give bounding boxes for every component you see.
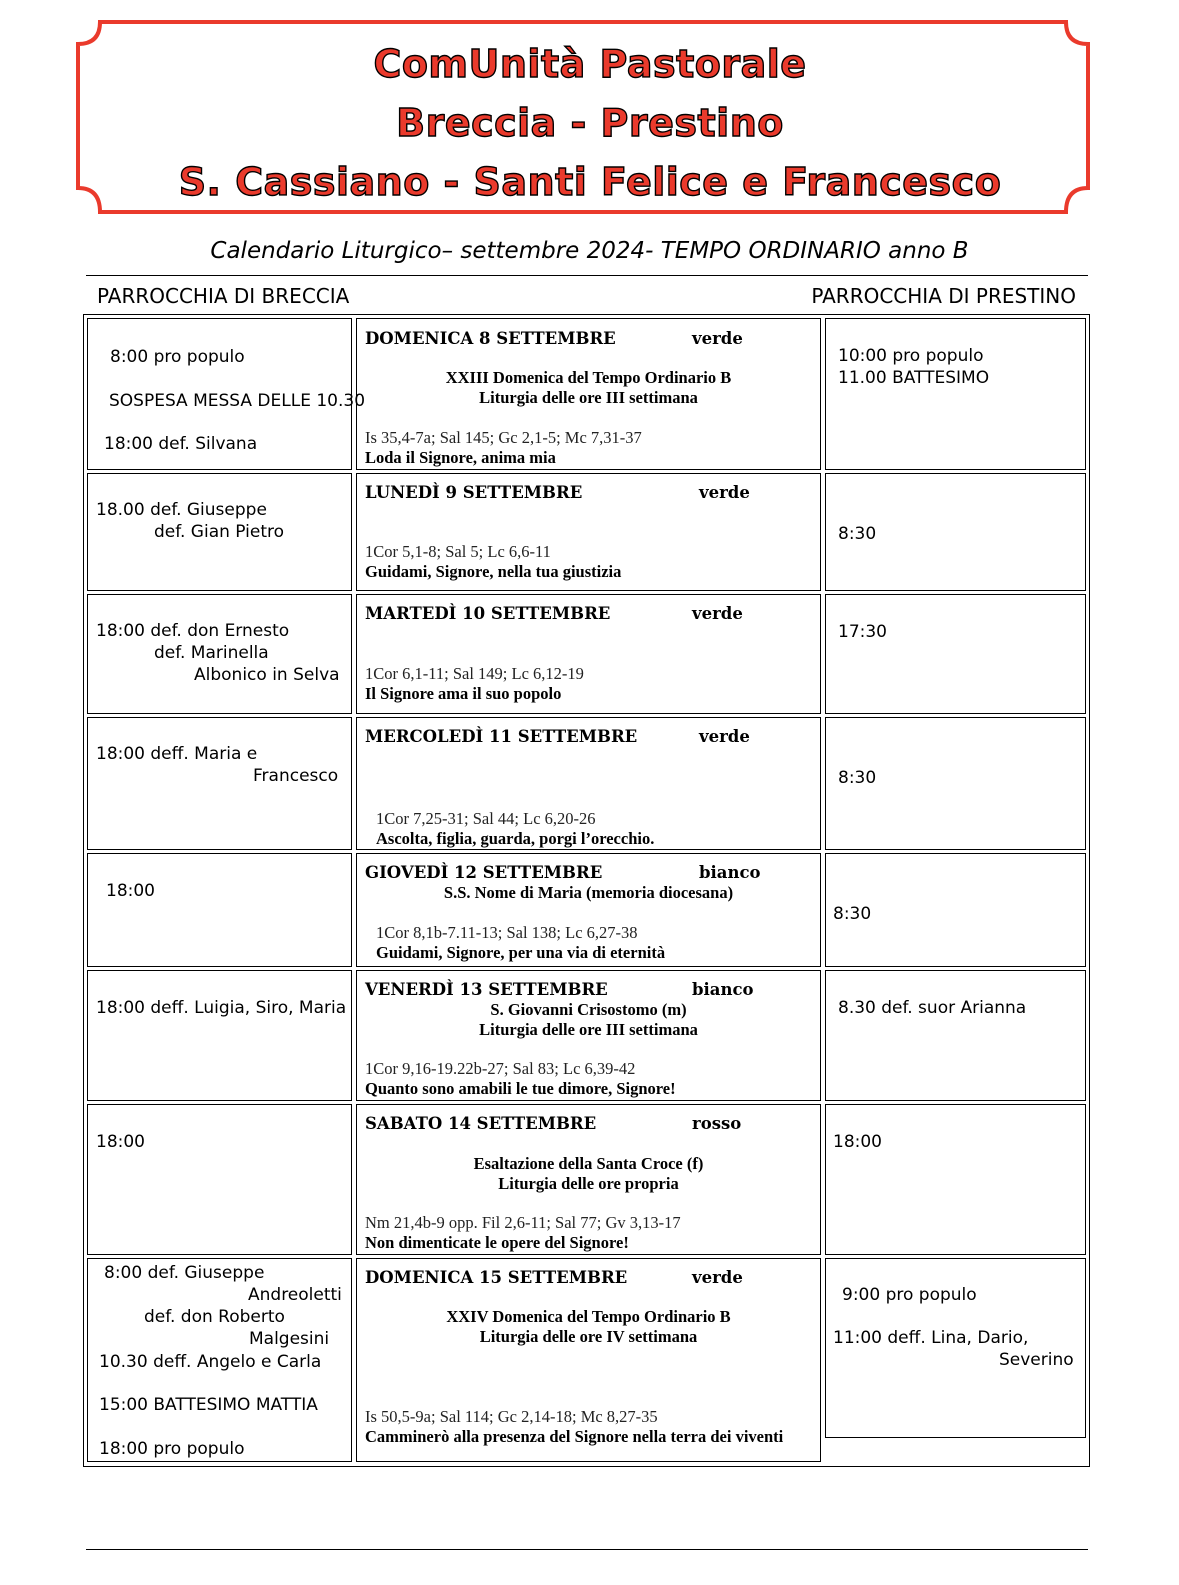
day-label: MARTEDÌ 10 SETTEMBRE [365,604,611,623]
liturgy-cell [356,717,821,850]
header-title-line3: S. Cassiano - Santi Felice e Francesco [178,160,1002,204]
breccia-cell [87,473,352,591]
celebration-name: S.S. Nome di Maria (memoria diocesana) [443,883,734,902]
liturgy-cell [356,970,821,1101]
psalm-response: Il Signore ama il suo popolo [365,684,562,703]
psalm-response: Quanto sono amabili le tue dimore, Signore! [365,1079,676,1098]
prestino-cell [825,717,1086,850]
prestino-entry: 18:00 [833,1132,882,1152]
readings: Is 50,5-9a; Sal 114; Gc 2,14-18; Mc 8,27-35 [365,1407,658,1426]
prestino-cell [825,594,1086,714]
table-row [84,850,1089,967]
table-row [84,1255,1089,1465]
parish-breccia-heading: PARROCCHIA DI BRECCIA [97,284,350,308]
breccia-cell [87,970,352,1101]
calendar-subtitle: Calendario Liturgico– settembre 2024- TEMPO ORDINARIO anno B [210,238,969,264]
prestino-entry: 8.30 def. suor Arianna [838,998,1027,1018]
prestino-cell [825,473,1086,591]
liturgy-cell [356,1104,821,1255]
readings: Is 35,4-7a; Sal 145; Gc 2,1-5; Mc 7,31-37 [365,428,642,447]
breccia-cell [87,594,352,714]
celebration-name: XXIV Domenica del Tempo Ordinario B [446,1307,731,1326]
liturgical-color: verde [692,604,743,623]
breccia-entry: 18.00 def. Giuseppe [96,500,267,520]
day-label: SABATO 14 SETTEMBRE [365,1114,597,1133]
readings: 1Cor 8,1b-7.11-13; Sal 138; Lc 6,27-38 [376,923,638,942]
liturgy-cell [356,853,821,967]
prestino-entry: 11:00 deff. Lina, Dario, [833,1328,1029,1348]
day-label: DOMENICA 15 SETTEMBRE [365,1268,628,1287]
psalm-response: Non dimenticate le opere del Signore! [365,1233,629,1252]
breccia-entry: 15:00 BATTESIMO MATTIA [99,1395,318,1415]
divider-top [86,275,1088,276]
header-title-line2: Breccia - Prestino [396,101,784,145]
prestino-cell [825,853,1086,967]
header-title-line1: ComUnità Pastorale [373,42,807,86]
breccia-entry: 18:00 def. Silvana [104,434,258,454]
table-row [84,967,1089,1101]
psalm-response: Ascolta, figlia, guarda, porgi l’orecchio. [376,829,655,848]
breccia-entry: 18:00 pro populo [99,1439,245,1459]
breccia-entry: def. Marinella [154,643,269,663]
celebration-name: XXIII Domenica del Tempo Ordinario B [445,368,732,387]
psalm-response: Camminerò alla presenza del Signore nella terra dei viventi [365,1427,784,1446]
celebration-name: S. Giovanni Crisostomo (m) [490,1000,687,1019]
liturgical-color: verde [699,483,750,502]
liturgy-hours: Liturgia delle ore III settimana [479,388,698,407]
readings: 1Cor 6,1-11; Sal 149; Lc 6,12-19 [365,664,584,683]
readings: 1Cor 7,25-31; Sal 44; Lc 6,20-26 [376,809,596,828]
breccia-entry: Francesco [253,766,339,786]
prestino-entry: 8:30 [833,904,872,924]
prestino-entry: 11.00 BATTESIMO [838,368,990,388]
breccia-entry: 10.30 deff. Angelo e Carla [99,1352,322,1372]
liturgy-cell [356,594,821,714]
table-row [84,591,1089,714]
liturgical-color: bianco [692,980,754,999]
parish-prestino-heading: PARROCCHIA DI PRESTINO [811,284,1076,308]
breccia-entry: 18:00 [106,881,155,901]
day-label: VENERDÌ 13 SETTEMBRE [365,980,608,999]
liturgy-hours: Liturgia delle ore IV settimana [479,1327,698,1346]
liturgical-color: verde [699,727,750,746]
prestino-cell [825,318,1086,470]
prestino-entry: 10:00 pro populo [838,346,984,366]
liturgical-color: bianco [699,863,761,882]
breccia-entry: 8:00 def. Giuseppe [104,1263,265,1283]
psalm-response: Guidami, Signore, per una via di eternità [376,943,666,962]
prestino-entry: 9:00 pro populo [842,1285,977,1305]
prestino-entry: 8:30 [838,524,877,544]
prestino-cell [825,970,1086,1101]
breccia-entry: Albonico in Selva [194,665,340,685]
breccia-entry: SOSPESA MESSA DELLE 10.30 [109,391,366,411]
breccia-entry: Malgesini [249,1329,330,1349]
breccia-entry: 18:00 deff. Maria e [96,744,258,764]
celebration-name: Esaltazione della Santa Croce (f) [473,1154,704,1173]
breccia-cell [87,318,366,470]
breccia-entry: 18:00 deff. Luigia, Siro, Maria [96,998,347,1018]
breccia-cell [87,717,352,850]
divider-bottom [86,1549,1088,1550]
prestino-cell [825,1104,1086,1255]
readings: 1Cor 5,1-8; Sal 5; Lc 6,6-11 [365,542,551,561]
liturgical-color: verde [692,1268,743,1287]
breccia-entry: 18:00 def. don Ernesto [96,621,290,641]
table-row [84,315,1089,470]
readings: Nm 21,4b-9 opp. Fil 2,6-11; Sal 77; Gv 3,13-17 [365,1213,681,1232]
breccia-cell [87,1258,352,1462]
prestino-entry: 17:30 [838,622,887,642]
liturgical-color: verde [692,329,743,348]
breccia-entry: def. Gian Pietro [154,522,285,542]
liturgy-hours: Liturgia delle ore III settimana [479,1020,698,1039]
prestino-cell [825,1258,1086,1438]
prestino-entry: 8:30 [838,768,877,788]
breccia-entry: 8:00 pro populo [110,347,245,367]
liturgical-color: rosso [692,1114,742,1133]
readings: 1Cor 9,16-19.22b-27; Sal 83; Lc 6,39-42 [365,1059,636,1078]
prestino-entry: Severino [999,1350,1074,1370]
liturgy-cell [356,318,821,470]
liturgy-hours: Liturgia delle ore propria [498,1174,679,1193]
breccia-entry: def. don Roberto [144,1307,285,1327]
psalm-response: Guidami, Signore, nella tua giustizia [365,562,622,581]
day-label: DOMENICA 8 SETTEMBRE [365,329,616,348]
table-row [84,714,1089,850]
liturgy-cell [356,1258,821,1462]
psalm-response: Loda il Signore, anima mia [365,448,556,467]
breccia-entry: 18:00 [96,1132,145,1152]
day-label: GIOVEDÌ 12 SETTEMBRE [365,863,603,882]
day-label: LUNEDÌ 9 SETTEMBRE [365,483,583,502]
table-row [84,470,1089,591]
table-row [84,1101,1089,1255]
liturgy-cell [356,473,821,591]
breccia-cell [87,853,352,967]
breccia-cell [87,1104,352,1255]
day-label: MERCOLEDÌ 11 SETTEMBRE [365,727,638,746]
calendar-table [83,314,1090,1467]
breccia-entry: Andreoletti [248,1285,342,1305]
